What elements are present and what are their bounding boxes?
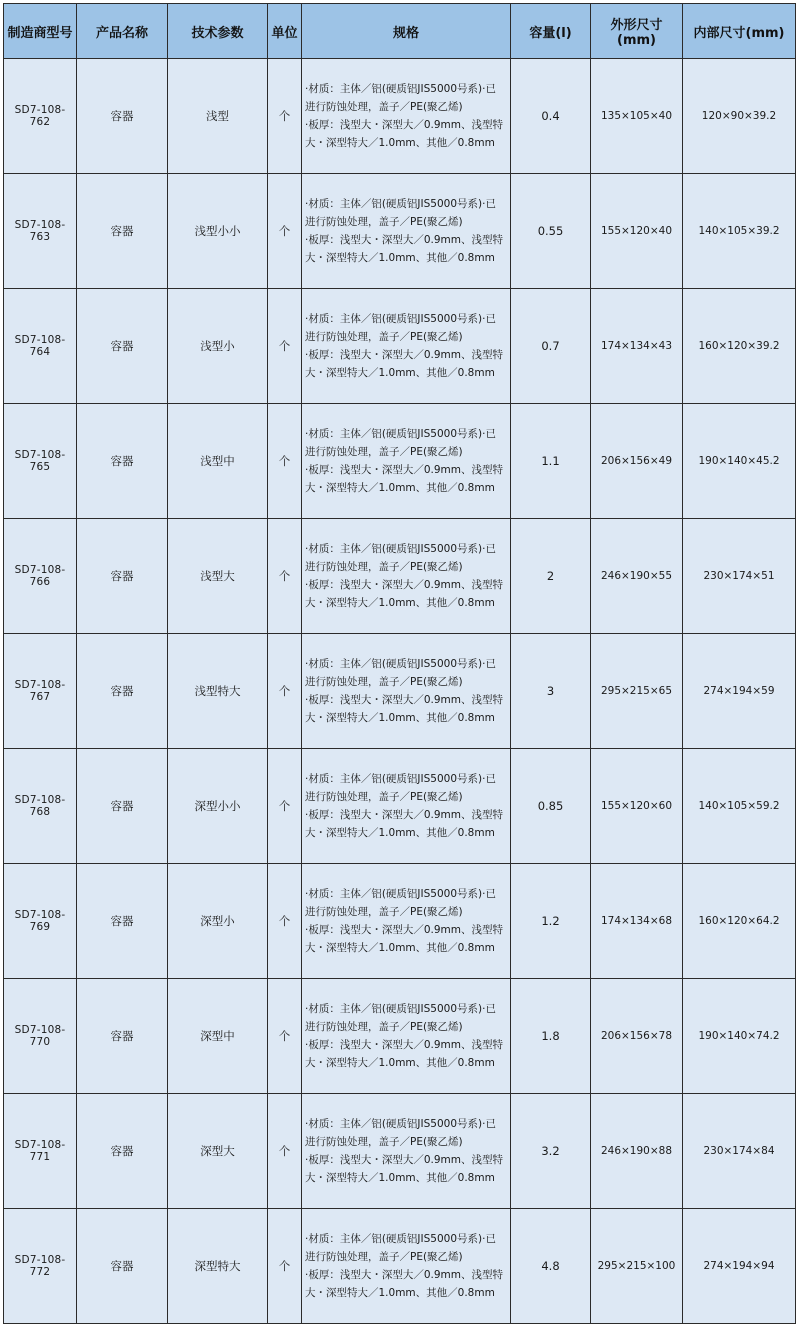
cell-spec: ·材质：主体／铝(硬质铝JIS5000号系)·已进行防蚀处理，盖子／PE(聚乙烯) ·板厚：浅型大・深型大／0.9mm、浅型特大・深型特大／1.0mm、其他／0.8mm (302, 519, 511, 634)
cell-product-name: 容器 (77, 979, 168, 1094)
cell-model: SD7-108-762 (4, 59, 77, 174)
cell-tech-param: 浅型小小 (168, 174, 268, 289)
cell-unit: 个 (268, 749, 302, 864)
cell-capacity: 1.1 (511, 404, 591, 519)
table-row (4, 59, 796, 174)
cell-outer-size: 206×156×49 (591, 404, 683, 519)
cell-tech-param: 浅型 (168, 59, 268, 174)
cell-capacity: 2 (511, 519, 591, 634)
cell-tech-param: 深型中 (168, 979, 268, 1094)
cell-spec: ·材质：主体／铝(硬质铝JIS5000号系)·已进行防蚀处理，盖子／PE(聚乙烯) ·板厚：浅型大・深型大／0.9mm、浅型特大・深型特大／1.0mm、其他／0.8mm (302, 634, 511, 749)
header-row (4, 4, 796, 59)
header-spec: 规格 (302, 4, 511, 59)
cell-inner-size: 190×140×45.2 (683, 404, 796, 519)
cell-unit: 个 (268, 289, 302, 404)
cell-capacity: 4.8 (511, 1209, 591, 1324)
header-capacity: 容量(l) (511, 4, 591, 59)
cell-unit: 个 (268, 519, 302, 634)
cell-product-name: 容器 (77, 59, 168, 174)
cell-outer-size: 206×156×78 (591, 979, 683, 1094)
header-outer-size: 外形尺寸(mm) (591, 4, 683, 59)
cell-inner-size: 160×120×64.2 (683, 864, 796, 979)
cell-unit: 个 (268, 59, 302, 174)
cell-unit: 个 (268, 864, 302, 979)
cell-model: SD7-108-768 (4, 749, 77, 864)
cell-inner-size: 160×120×39.2 (683, 289, 796, 404)
cell-product-name: 容器 (77, 289, 168, 404)
header-tech-param: 技术参数 (168, 4, 268, 59)
table-body (4, 59, 796, 1324)
cell-unit: 个 (268, 1209, 302, 1324)
cell-inner-size: 230×174×84 (683, 1094, 796, 1209)
cell-tech-param: 浅型特大 (168, 634, 268, 749)
cell-spec: ·材质：主体／铝(硬质铝JIS5000号系)·已进行防蚀处理，盖子／PE(聚乙烯) ·板厚：浅型大・深型大／0.9mm、浅型特大・深型特大／1.0mm、其他／0.8mm (302, 1094, 511, 1209)
cell-capacity: 0.55 (511, 174, 591, 289)
cell-tech-param: 深型大 (168, 1094, 268, 1209)
table-row (4, 174, 796, 289)
cell-outer-size: 295×215×65 (591, 634, 683, 749)
cell-unit: 个 (268, 634, 302, 749)
cell-outer-size: 295×215×100 (591, 1209, 683, 1324)
cell-capacity: 3.2 (511, 1094, 591, 1209)
table-row (4, 1209, 796, 1324)
cell-model: SD7-108-770 (4, 979, 77, 1094)
header-inner-size: 内部尺寸(mm) (683, 4, 796, 59)
header-product-name: 产品名称 (77, 4, 168, 59)
cell-product-name: 容器 (77, 864, 168, 979)
cell-inner-size: 140×105×39.2 (683, 174, 796, 289)
table-row (4, 864, 796, 979)
cell-inner-size: 230×174×51 (683, 519, 796, 634)
cell-product-name: 容器 (77, 1209, 168, 1324)
cell-model: SD7-108-764 (4, 289, 77, 404)
cell-unit: 个 (268, 404, 302, 519)
cell-outer-size: 155×120×60 (591, 749, 683, 864)
table-row (4, 749, 796, 864)
cell-unit: 个 (268, 1094, 302, 1209)
cell-outer-size: 246×190×88 (591, 1094, 683, 1209)
cell-tech-param: 深型小小 (168, 749, 268, 864)
product-spec-table (3, 3, 796, 1324)
cell-product-name: 容器 (77, 174, 168, 289)
cell-product-name: 容器 (77, 404, 168, 519)
cell-spec: ·材质：主体／铝(硬质铝JIS5000号系)·已进行防蚀处理，盖子／PE(聚乙烯) ·板厚：浅型大・深型大／0.9mm、浅型特大・深型特大／1.0mm、其他／0.8mm (302, 404, 511, 519)
cell-spec: ·材质：主体／铝(硬质铝JIS5000号系)·已进行防蚀处理，盖子／PE(聚乙烯) ·板厚：浅型大・深型大／0.9mm、浅型特大・深型特大／1.0mm、其他／0.8mm (302, 749, 511, 864)
header-unit: 单位 (268, 4, 302, 59)
cell-tech-param: 浅型大 (168, 519, 268, 634)
cell-outer-size: 135×105×40 (591, 59, 683, 174)
cell-product-name: 容器 (77, 519, 168, 634)
cell-model: SD7-108-765 (4, 404, 77, 519)
table-row (4, 979, 796, 1094)
cell-spec: ·材质：主体／铝(硬质铝JIS5000号系)·已进行防蚀处理，盖子／PE(聚乙烯) ·板厚：浅型大・深型大／0.9mm、浅型特大・深型特大／1.0mm、其他／0.8mm (302, 864, 511, 979)
cell-model: SD7-108-771 (4, 1094, 77, 1209)
header-model: 制造商型号 (4, 4, 77, 59)
cell-spec: ·材质：主体／铝(硬质铝JIS5000号系)·已进行防蚀处理，盖子／PE(聚乙烯) ·板厚：浅型大・深型大／0.9mm、浅型特大・深型特大／1.0mm、其他／0.8mm (302, 979, 511, 1094)
cell-inner-size: 190×140×74.2 (683, 979, 796, 1094)
cell-model: SD7-108-766 (4, 519, 77, 634)
cell-tech-param: 浅型中 (168, 404, 268, 519)
cell-spec: ·材质：主体／铝(硬质铝JIS5000号系)·已进行防蚀处理，盖子／PE(聚乙烯) ·板厚：浅型大・深型大／0.9mm、浅型特大・深型特大／1.0mm、其他／0.8mm (302, 1209, 511, 1324)
cell-model: SD7-108-772 (4, 1209, 77, 1324)
table-row (4, 634, 796, 749)
table-row (4, 1094, 796, 1209)
cell-outer-size: 174×134×43 (591, 289, 683, 404)
cell-capacity: 0.7 (511, 289, 591, 404)
cell-spec: ·材质：主体／铝(硬质铝JIS5000号系)·已进行防蚀处理，盖子／PE(聚乙烯) ·板厚：浅型大・深型大／0.9mm、浅型特大・深型特大／1.0mm、其他／0.8mm (302, 59, 511, 174)
cell-capacity: 3 (511, 634, 591, 749)
table-row (4, 404, 796, 519)
cell-product-name: 容器 (77, 749, 168, 864)
cell-capacity: 1.8 (511, 979, 591, 1094)
cell-spec: ·材质：主体／铝(硬质铝JIS5000号系)·已进行防蚀处理，盖子／PE(聚乙烯) ·板厚：浅型大・深型大／0.9mm、浅型特大・深型特大／1.0mm、其他／0.8mm (302, 174, 511, 289)
cell-product-name: 容器 (77, 1094, 168, 1209)
cell-inner-size: 140×105×59.2 (683, 749, 796, 864)
cell-product-name: 容器 (77, 634, 168, 749)
cell-unit: 个 (268, 979, 302, 1094)
cell-inner-size: 120×90×39.2 (683, 59, 796, 174)
cell-unit: 个 (268, 174, 302, 289)
cell-model: SD7-108-763 (4, 174, 77, 289)
cell-tech-param: 深型小 (168, 864, 268, 979)
cell-tech-param: 浅型小 (168, 289, 268, 404)
cell-capacity: 1.2 (511, 864, 591, 979)
cell-model: SD7-108-767 (4, 634, 77, 749)
cell-outer-size: 246×190×55 (591, 519, 683, 634)
table-row (4, 519, 796, 634)
cell-outer-size: 174×134×68 (591, 864, 683, 979)
cell-inner-size: 274×194×94 (683, 1209, 796, 1324)
cell-model: SD7-108-769 (4, 864, 77, 979)
cell-tech-param: 深型特大 (168, 1209, 268, 1324)
cell-outer-size: 155×120×40 (591, 174, 683, 289)
cell-spec: ·材质：主体／铝(硬质铝JIS5000号系)·已进行防蚀处理，盖子／PE(聚乙烯) ·板厚：浅型大・深型大／0.9mm、浅型特大・深型特大／1.0mm、其他／0.8mm (302, 289, 511, 404)
table-row (4, 289, 796, 404)
cell-capacity: 0.4 (511, 59, 591, 174)
cell-inner-size: 274×194×59 (683, 634, 796, 749)
cell-capacity: 0.85 (511, 749, 591, 864)
